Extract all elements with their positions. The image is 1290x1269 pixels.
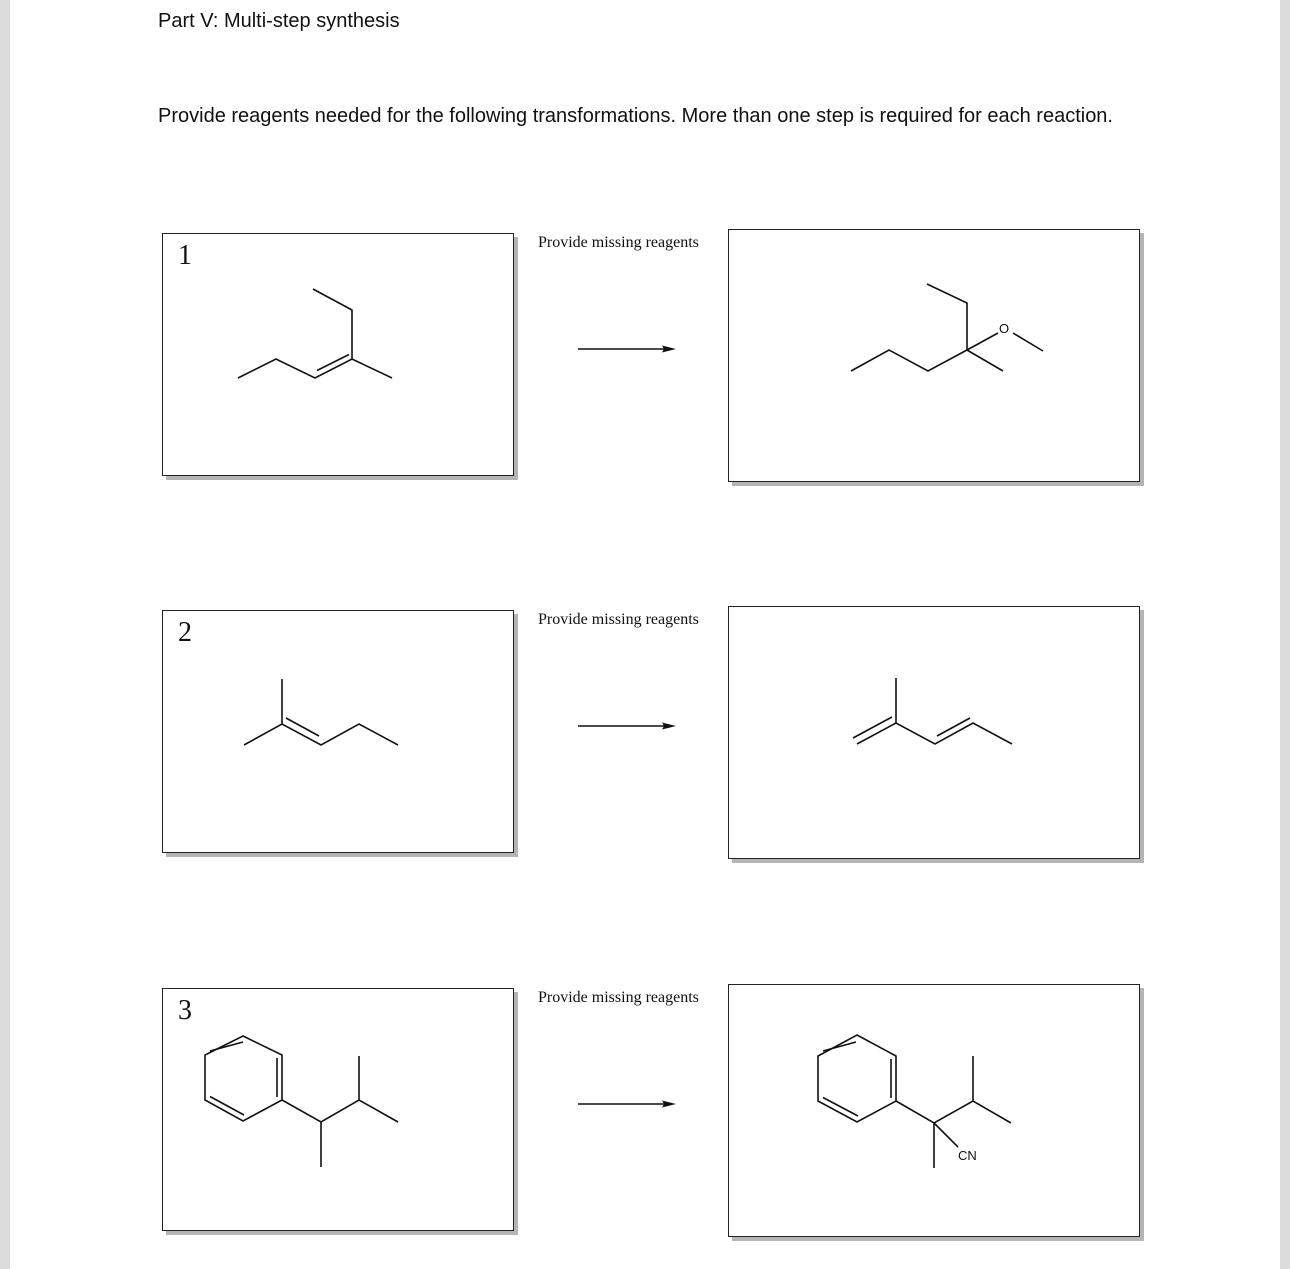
problem-2-number: 2	[178, 617, 192, 648]
problem-3-arrow-icon	[578, 1098, 678, 1110]
problem-1-number: 1	[178, 240, 192, 271]
problem-2-product-box[interactable]	[728, 606, 1140, 859]
problem-3-starting-material-box	[162, 988, 514, 1231]
problem-2-starting-material-box	[162, 610, 514, 853]
problem-2-reagent-prompt: Provide missing reagents	[538, 611, 699, 628]
instructions-text: Provide reagents needed for the following transformations. More than one step is required for each reaction.	[158, 105, 1113, 127]
problem-1-product-structure	[729, 230, 1141, 483]
problem-1-starting-material-box	[162, 233, 514, 476]
problem-3-product-box[interactable]	[728, 984, 1140, 1237]
problem-2-product-structure	[729, 607, 1141, 860]
problem-3-product-structure	[729, 985, 1141, 1238]
problem-1-reagent-prompt: Provide missing reagents	[538, 234, 699, 251]
problem-1-product-oxygen-label: O	[999, 321, 1010, 336]
problem-3-starting-structure	[163, 989, 515, 1232]
problem-2-starting-structure	[163, 611, 515, 854]
problem-2-arrow-icon	[578, 720, 678, 732]
document-page	[10, 0, 1280, 1269]
problem-1-arrow-icon	[578, 343, 678, 355]
problem-3-number: 3	[178, 995, 192, 1026]
problem-3-reagent-prompt: Provide missing reagents	[538, 989, 699, 1006]
problem-3-product-nitrile-label: CN	[958, 1148, 977, 1163]
section-title: Part V: Multi-step synthesis	[158, 10, 400, 32]
problem-1-starting-structure	[163, 234, 515, 477]
problem-1-product-box[interactable]	[728, 229, 1140, 482]
